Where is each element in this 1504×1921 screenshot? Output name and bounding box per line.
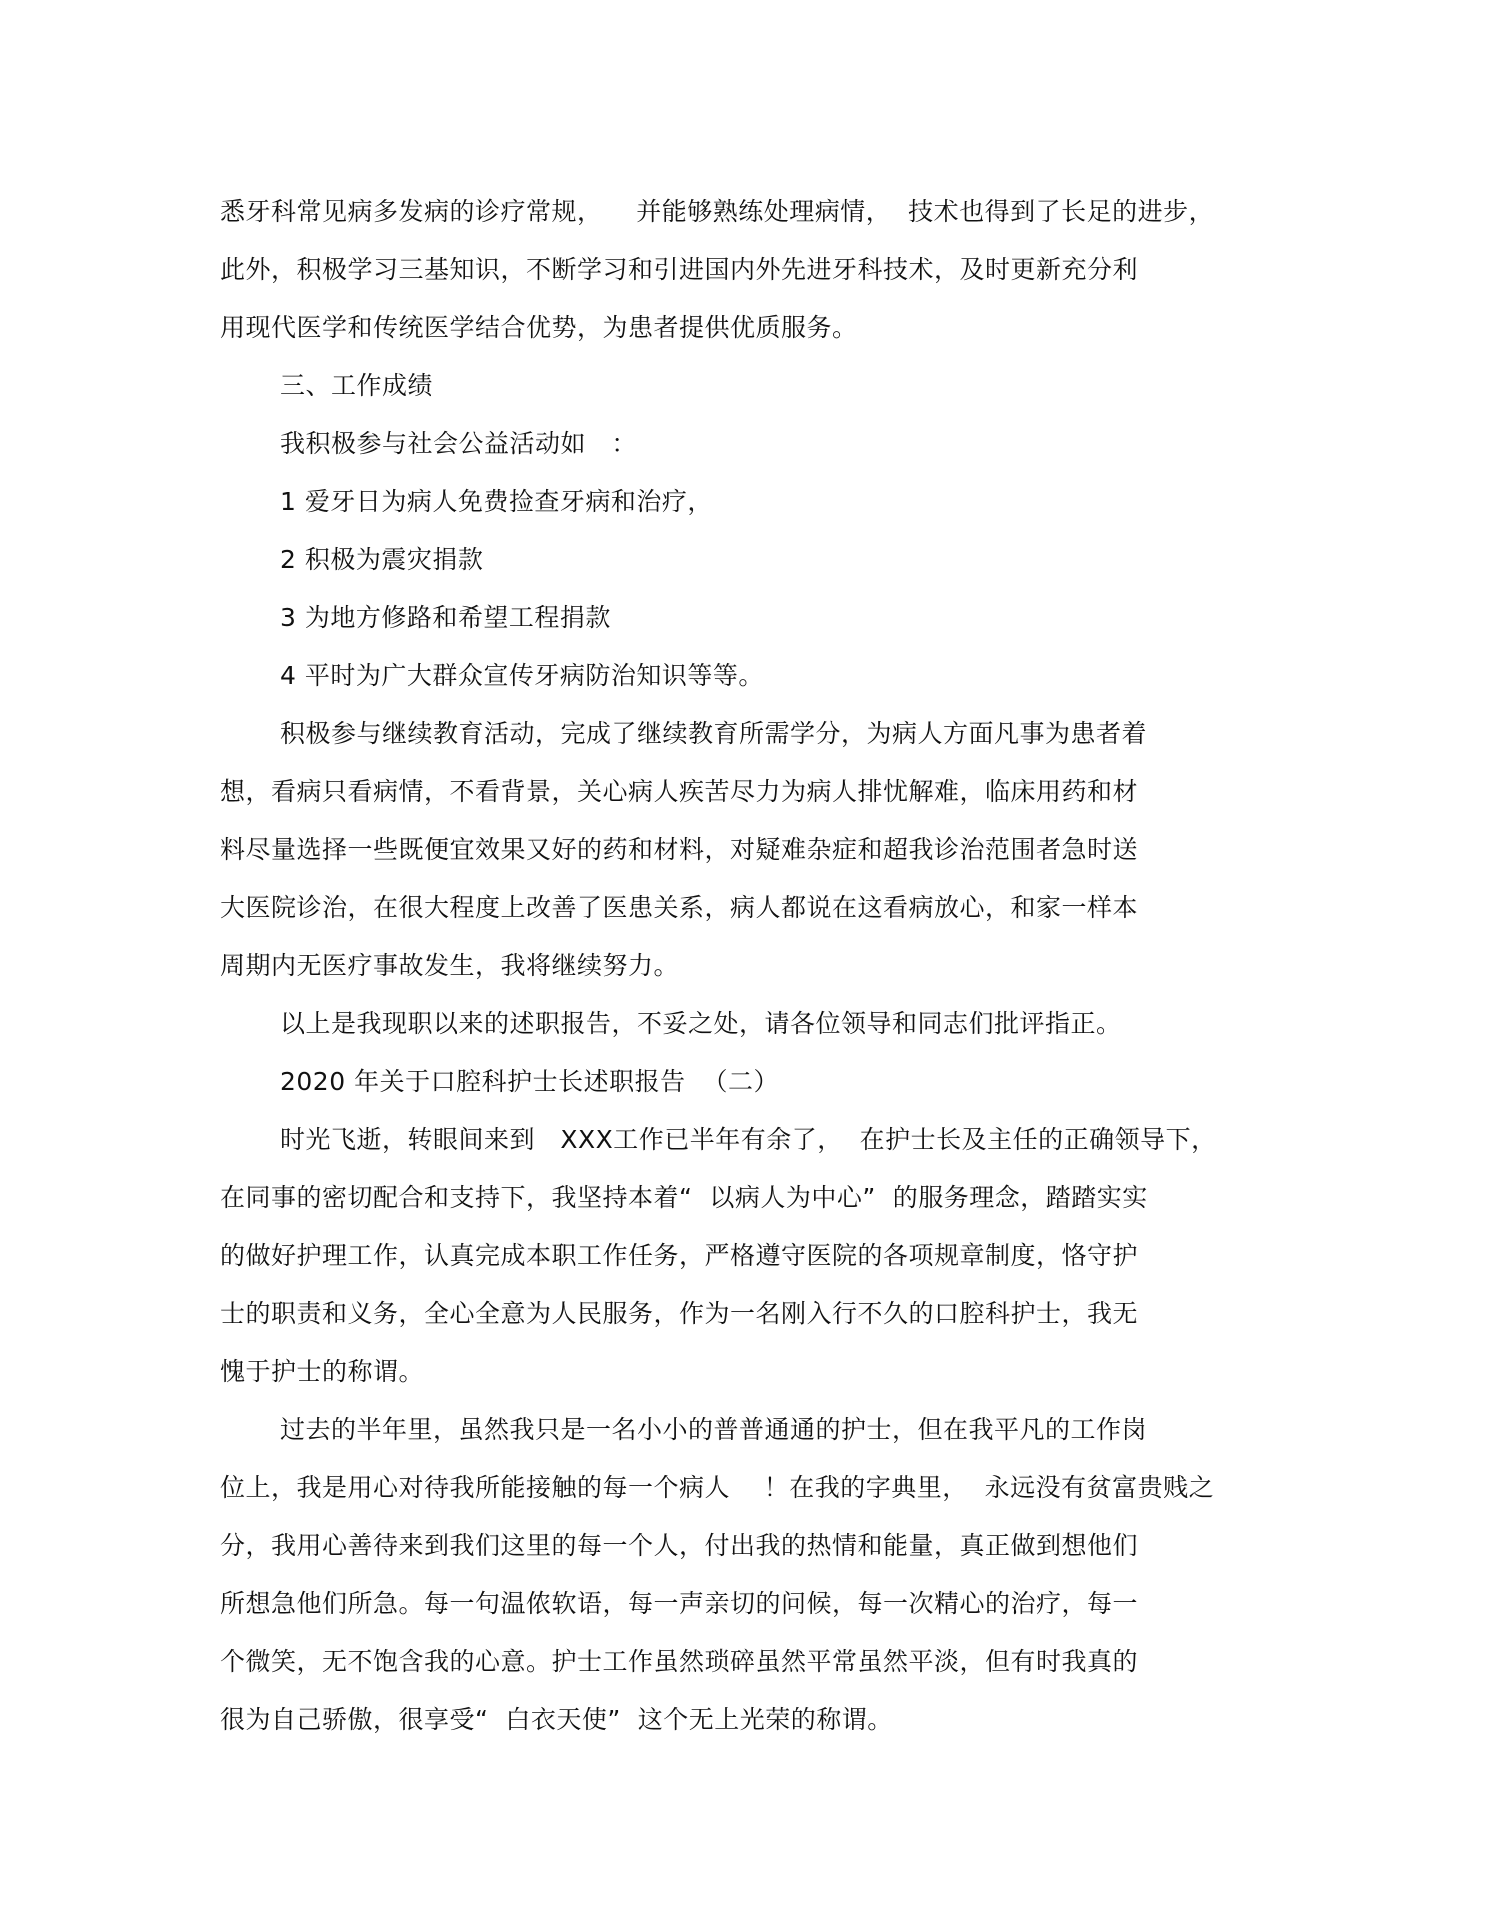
list-item: 2 积极为震灾捐款: [280, 545, 484, 574]
text-line: 用现代医学和传统医学结合优势，为患者提供优质服务。: [220, 313, 858, 342]
list-item: 1 爱牙日为病人免费捡查牙病和治疗，: [280, 487, 713, 516]
text-line: 想，看病只看病情，不看背景，关心病人疾苦尽力为病人排忧解难，临床用药和材: [220, 777, 1139, 806]
report-title: 2020 年关于口腔科护士长述职报告 （二）: [280, 1067, 779, 1096]
text-line: 很为自己骄傲，很享受“ 白衣天使” 这个无上光荣的称谓。: [220, 1705, 893, 1734]
text-line: 的做好护理工作，认真完成本职工作任务，严格遵守医院的各项规章制度，恪守护: [220, 1241, 1139, 1270]
text-line: 个微笑，无不饱含我的心意。护士工作虽然琐碎虽然平常虽然平淡，但有时我真的: [220, 1647, 1139, 1676]
text-line: 积极参与继续教育活动，完成了继续教育所需学分，为病人方面凡事为患者着: [280, 719, 1148, 748]
text-line: 愧于护士的称谓。: [220, 1357, 425, 1386]
text-line: 所想急他们所急。每一句温侬软语，每一声亲切的问候，每一次精心的治疗，每一: [220, 1589, 1139, 1618]
text-line: 分，我用心善待来到我们这里的每一个人，付出我的热情和能量，真正做到想他们: [220, 1531, 1139, 1560]
section-heading: 三、工作成绩: [280, 371, 434, 400]
text-line: 位上，我是用心对待我所能接触的每一个病人 ！在我的字典里， 永远没有贫富贵贱之: [220, 1473, 1215, 1502]
text-line: 周期内无医疗事故发生，我将继续努力。: [220, 951, 680, 980]
list-item: 4 平时为广大群众宣传牙病防治知识等等。: [280, 661, 764, 690]
list-item: 3 为地方修路和希望工程捐款: [280, 603, 611, 632]
text-line: 悉牙科常见病多发病的诊疗常规， 并能够熟练处理病情， 技术也得到了长足的进步，: [220, 197, 1215, 226]
text-line: 在同事的密切配合和支持下，我坚持本着“ 以病人为中心” 的服务理念，踏踏实实: [220, 1183, 1148, 1212]
text-line: 士的职责和义务，全心全意为人民服务，作为一名刚入行不久的口腔科护士，我无: [220, 1299, 1139, 1328]
text-line: 此外，积极学习三基知识，不断学习和引进国内外先进牙科技术，及时更新充分利: [220, 255, 1139, 284]
text-line: 时光飞逝，转眼间来到 XXX工作已半年有余了， 在护士长及主任的正确领导下，: [280, 1125, 1217, 1154]
text-line: 以上是我现职以来的述职报告，不妥之处，请各位领导和同志们批评指正。: [280, 1009, 1122, 1038]
text-line: 过去的半年里，虽然我只是一名小小的普普通通的护士，但在我平凡的工作岗: [280, 1415, 1148, 1444]
text-line: 大医院诊治，在很大程度上改善了医患关系，病人都说在这看病放心，和家一样本: [220, 893, 1139, 922]
text-line: 我积极参与社会公益活动如 ：: [280, 429, 637, 458]
text-line: 料尽量选择一些既便宜效果又好的药和材料，对疑难杂症和超我诊治范围者急时送: [220, 835, 1139, 864]
